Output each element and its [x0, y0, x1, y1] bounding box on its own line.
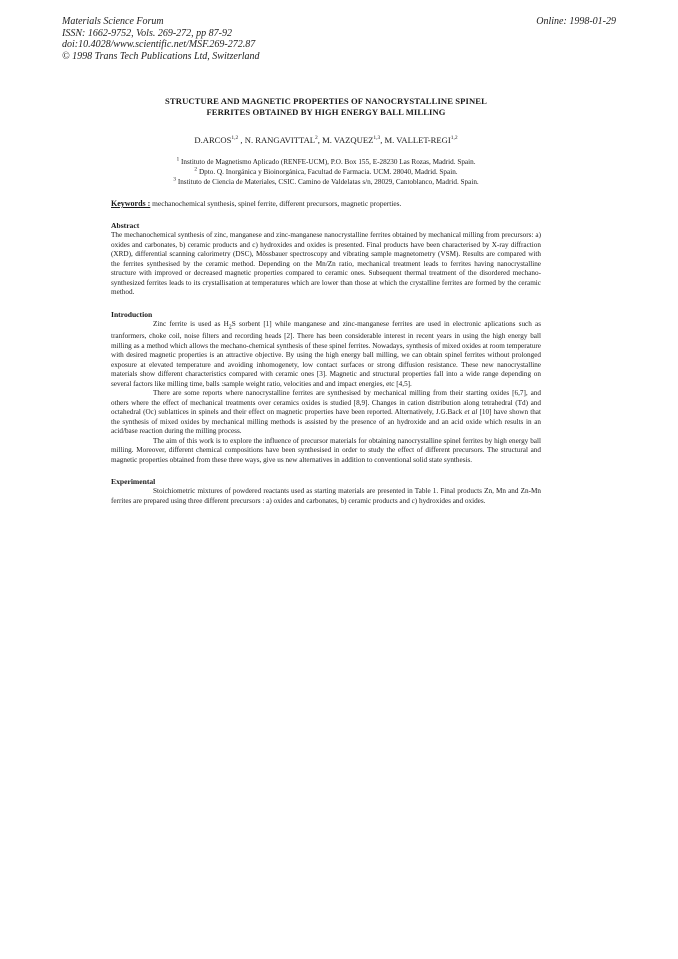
affiliation-number: 1: [176, 156, 180, 163]
author-affil-mark: 1,2: [450, 135, 458, 142]
affiliation: [111, 157, 541, 167]
paper-body: [111, 96, 541, 506]
affiliation-list: [111, 157, 541, 187]
keywords: [111, 199, 541, 209]
affiliation: [111, 177, 541, 187]
keywords-label: Keywords :: [111, 199, 151, 208]
author-affil-mark: 1,3: [373, 135, 381, 142]
affiliation-number: 3: [173, 176, 177, 183]
paragraph-text: There are some reports where nanocrystalline ferrites are synthesised by mechanical milling from their starting oxides [6,7], and others where the effect of mechanical treatments over ceramics oxides is studied [8,9]. Changes in cation distribution along tetrahedral (Td) and octahedral (Oc) sublattices in spinels and their effect on magnetic properties have been reported. Alternatively, J.G.Back: [111, 389, 541, 417]
author-name: M. VAZQUEZ: [322, 135, 374, 145]
affiliation-text: Instituto de Ciencia de Materiales, CSIC. Camino de Valdelatas s/n, 28029, Cantoblanco, Madrid. Spain.: [176, 178, 479, 186]
author-name: M. VALLET-REGI: [384, 135, 451, 145]
keywords-text: mechanochemical synthesis, spinel ferrite, different precursors, magnetic properties.: [150, 199, 402, 208]
author-separator: ,: [317, 135, 323, 145]
abstract-heading: Abstract: [111, 221, 140, 230]
affiliation: [111, 167, 541, 177]
introduction-paragraph: [111, 389, 541, 437]
journal-name: Materials Science Forum: [62, 16, 164, 27]
journal-doi: doi:10.4028/www.scientific.net/MSF.269-272.87: [62, 39, 256, 50]
journal-citation: [62, 16, 260, 62]
abstract-text: The mechanochemical synthesis of zinc, manganese and zinc-manganese nanocrystalline ferrites obtained by mechanical milling from precursors: a) oxides and carbonates, b) ceramic products and c) hydroxides and oxides is presented. Final products have been characterised by X-ray diffraction (XRD), differential scanning calorimetry (DSC), Mössbauer spectroscopy and vibrating sample magnetometry (VSM). Results are compared with the ferrites synthesised by the ceramic method. Depending on the Mn/Zn ratio, mechanical treatment leads to ferrites having nanocrystalline structure with improved or decreased magnetic properties compared to ceramic ones. Subsequent thermal treatment of the disordered mechano-synthesized ferrites leads to its crystallisation at temperatures which are lower than those at which the crystalline ferrites are formed by the ceramic method.: [111, 231, 541, 296]
journal-issn: ISSN: 1662-9752, Vols. 269-272, pp 87-92: [62, 27, 232, 39]
paragraph-text: Zinc ferrite is used as H: [153, 319, 229, 328]
italic-text: et al: [464, 408, 478, 417]
journal-copyright: © 1998 Trans Tech Publications Ltd, Switzerland: [62, 50, 260, 62]
author-list: [111, 135, 541, 145]
introduction-heading: Introduction: [111, 309, 153, 319]
title-line: STRUCTURE AND MAGNETIC PROPERTIES OF NANOCRYSTALLINE SPINEL: [165, 96, 487, 106]
affiliation-text: Instituto de Magnetismo Aplicado (RENFE-UCM), P.O. Box 155, E-28230 Las Rozas, Madrid. Spain.: [179, 158, 476, 166]
experimental-heading: Experimental: [111, 477, 156, 487]
introduction-paragraph: The aim of this work is to explore the influence of precursor materials for obtaining nanocrystalline spinel ferrites by high energy ball milling. Moreover, different chemical compositions have been synthesised in order to study the effect of different precursors. The structural and magnetic properties obtained from these three ways, give us new alternatives in addition to conventional solid state synthesis.: [111, 436, 541, 464]
online-date: Online: 1998-01-29: [536, 16, 616, 27]
paper-title: [111, 96, 541, 118]
introduction-paragraph: [111, 320, 541, 390]
affiliation-text: Dpto. Q. Inorgánica y Bioinorgánica, Facultad de Farmacia. UCM. 28040, Madrid. Spain.: [197, 168, 458, 176]
author-separator: ,: [238, 135, 245, 145]
author-name: N. RANGAVITTAL: [244, 135, 316, 145]
author-affil-mark: 1,2: [231, 135, 239, 142]
affiliation-number: 2: [194, 166, 198, 173]
paragraph-text: S sorbent [1] while manganese and zinc-manganese ferrites are used in electronic aplications such as tranformers, choke coil, noise filters and recording heads [2]. There has been considerable interest in recent years in using the high energy ball milling as a method which allows the mechano-chemical synthesis of these spinel ferrites. Nowadays, synthesis of mixed oxides at room temperature with desired magnetic properties is an attractive objective. By using the high energy ball milling, we can obtain spinel ferrites without prolonged exposure at elevated temperature and avoiding inhomogenety, low contact surfaces or strong diffusion resistance. These new nanocrystalline materials show different characteristics compared with ceramic ones [3]. Magnetic and structural properties fall into a wide range depending on several factors like milling time, balls :sample weight ratio, velocities and and impact energies, etc [4,5].: [111, 319, 541, 388]
author-separator: ,: [380, 135, 385, 145]
paragraph-text: [10] have shown that the synthesis of mixed oxides by mechanical milling methods is assisted by the presence of an hydroxide and an acid oxide which results in an acid/base reaction during the milling process.: [111, 408, 541, 436]
experimental-paragraph: Stoichiometric mixtures of powdered reactants used as starting materials are presented in Table 1. Final products Zn, Mn and Zn-Mn ferrites are prepared using three different precursors : a) oxides and carbonates, b) ceramic products and c) hydroxides and oxides.: [111, 487, 541, 505]
subscript: 2: [228, 323, 232, 330]
author-affil-mark: 2: [315, 135, 318, 142]
title-line: FERRITES OBTAINED BY HIGH ENERGY BALL MILLING: [206, 107, 446, 117]
author-name: D.ARCOS: [194, 135, 232, 145]
